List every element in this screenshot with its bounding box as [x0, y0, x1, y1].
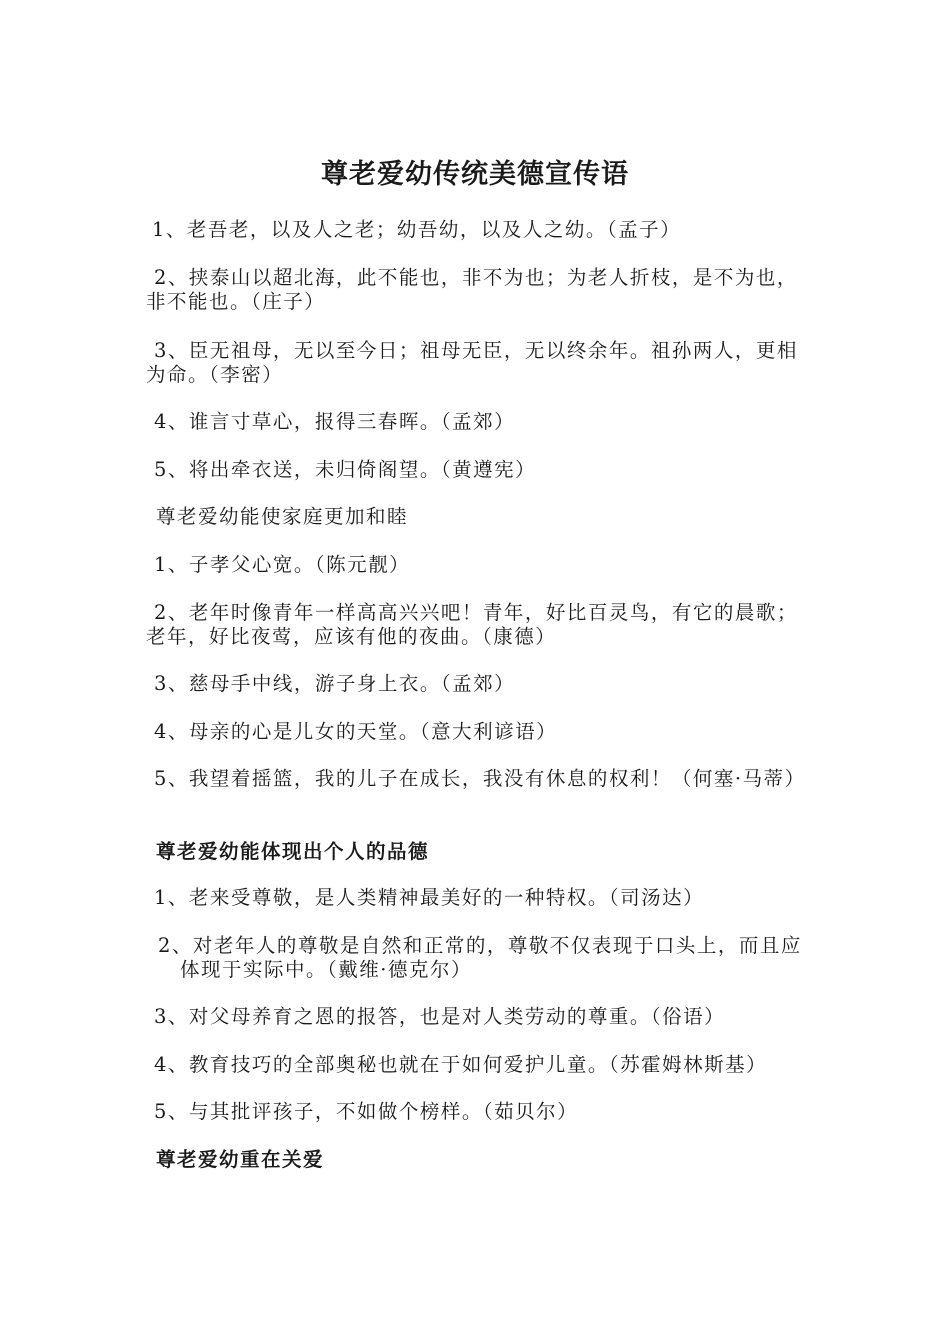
paragraph-quote-14: 4、教育技巧的全部奥秘也就在于如何爱护儿童。（苏霍姆林斯基）	[154, 1053, 768, 1076]
paragraph-quote-11: 1、老来受尊敬，是人类精神最美好的一种特权。（司汤达）	[154, 886, 705, 909]
paragraph-quote-1: 1、老吾老，以及人之老；幼吾幼，以及人之幼。（孟子）	[152, 218, 682, 241]
paragraph-quote-10: 5、我望着摇篮，我的儿子在成长，我没有休息的权利！（何塞·马蒂）	[154, 767, 806, 790]
paragraph-quote-8: 3、慈母手中线，游子身上衣。（孟郊）	[154, 672, 516, 695]
section-heading-family-harmony: 尊老爱幼能使家庭更加和睦	[156, 505, 409, 528]
paragraph-quote-13: 3、对父母养育之恩的报答，也是对人类劳动的尊重。（俗语）	[154, 1005, 726, 1028]
paragraph-quote-5: 5、将出牵衣送，未归倚阁望。（黄遵宪）	[154, 458, 537, 481]
section-heading-care: 尊老爱幼重在关爱	[156, 1148, 325, 1171]
paragraph-quote-12: 2、对老年人的尊敬是自然和正常的，尊敬不仅表现于口头上，而且应体现于实际中。（戴维·德克尔）	[158, 934, 802, 981]
document-title: 尊老爱幼传统美德宣传语	[321, 159, 629, 190]
paragraph-quote-4: 4、谁言寸草心，报得三春晖。（孟郊）	[154, 410, 516, 433]
paragraph-quote-9: 4、母亲的心是儿女的天堂。（意大利谚语）	[154, 720, 558, 743]
section-heading-personal-virtue: 尊老爱幼能体现出个人的品德	[156, 840, 430, 863]
paragraph-quote-15: 5、与其批评孩子，不如做个榜样。（茹贝尔）	[154, 1100, 579, 1123]
paragraph-quote-2: 2、挟泰山以超北海，此不能也，非不为也；为老人折枝，是不为也，非不能也。（庄子）	[146, 266, 798, 313]
paragraph-quote-6: 1、子孝父心宽。（陈元靓）	[154, 553, 411, 576]
paragraph-quote-7: 2、老年时像青年一样高高兴兴吧！青年，好比百灵鸟，有它的晨歌；老年，好比夜莺，应该有他的夜曲。（康德）	[146, 601, 798, 648]
paragraph-quote-3: 3、臣无祖母，无以至今日；祖母无臣，无以终余年。祖孙两人，更相为命。（李密）	[146, 339, 798, 386]
